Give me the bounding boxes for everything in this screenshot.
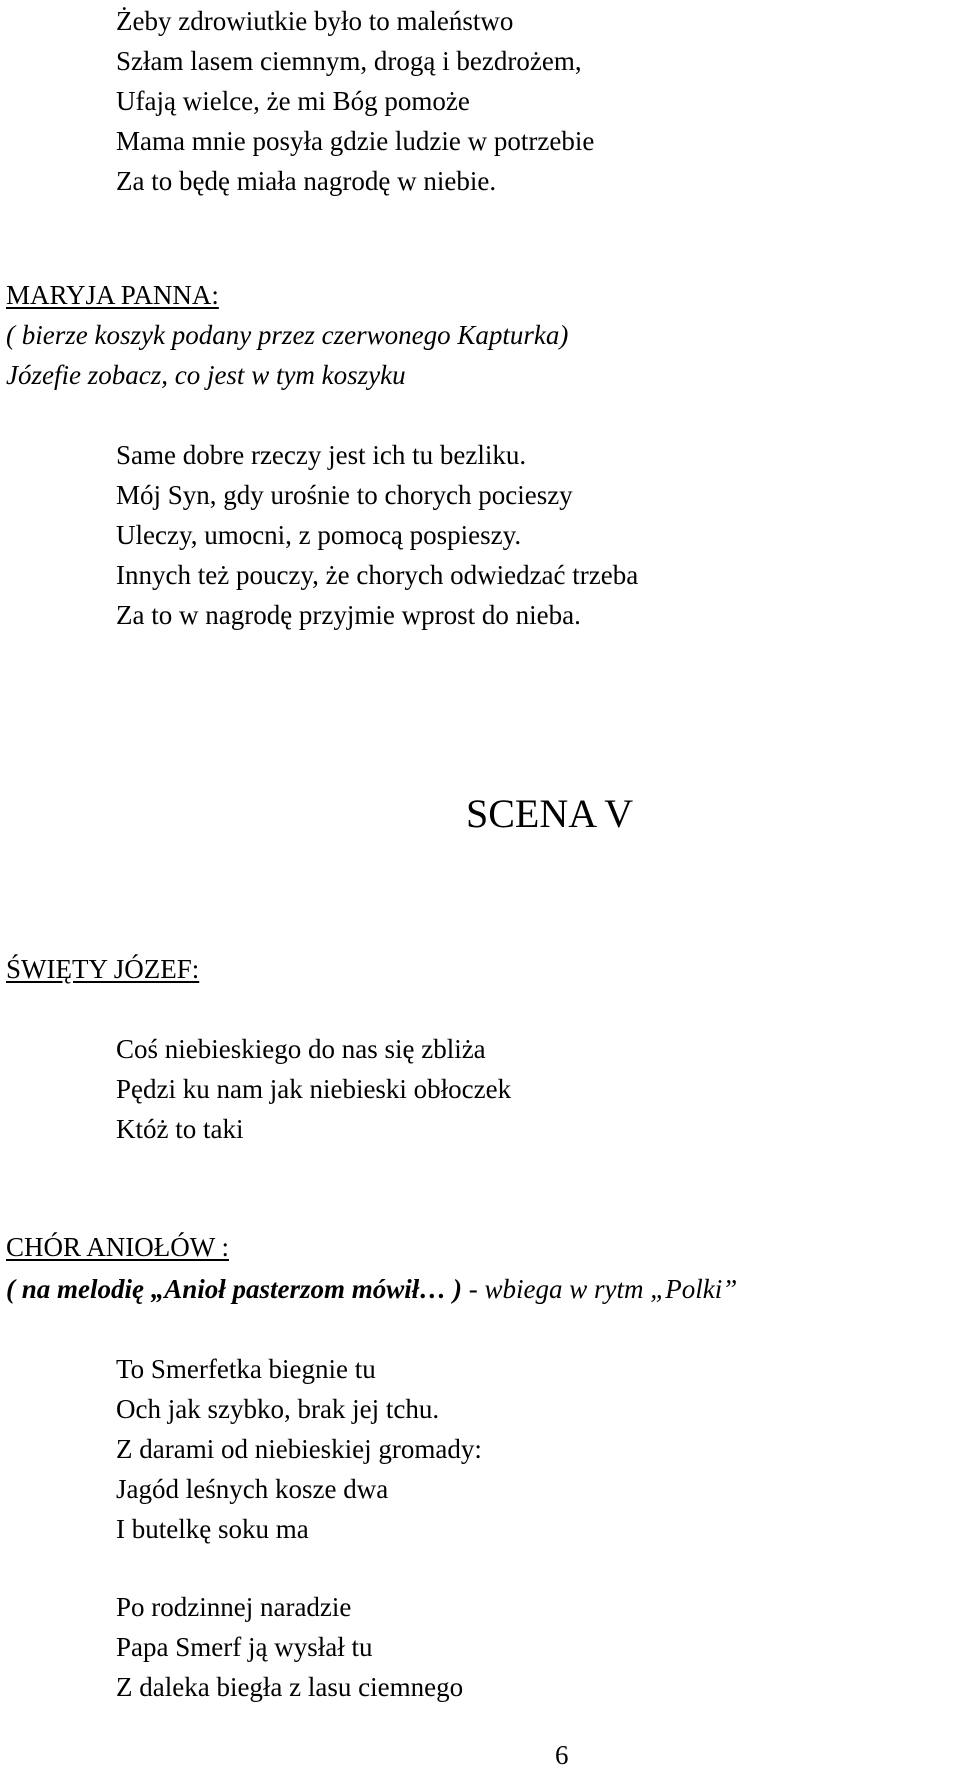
verse-line: Same dobre rzeczy jest ich tu bezliku. bbox=[116, 440, 527, 470]
speaker-heading-jozef: ŚWIĘTY JÓZEF: bbox=[6, 954, 200, 984]
verse-line: Mój Syn, gdy urośnie to chorych pocieszy bbox=[116, 480, 573, 510]
melody-direction: ( na melodię „Anioł pasterzom mówił… ) bbox=[6, 1274, 469, 1304]
verse-line: Żeby zdrowiutkie było to maleństwo bbox=[116, 6, 514, 36]
verse-line: Szłam lasem ciemnym, drogą i bezdrożem, bbox=[116, 46, 582, 76]
verse-line: Za to będę miała nagrodę w niebie. bbox=[116, 166, 497, 196]
verse-line: Ufają wielce, że mi Bóg pomoże bbox=[116, 86, 470, 116]
verse-line: Pędzi ku nam jak niebieski obłoczek bbox=[116, 1074, 512, 1104]
verse-line: Innych też pouczy, że chorych odwiedzać trzeba bbox=[116, 560, 639, 590]
verse-line: Och jak szybko, brak jej tchu. bbox=[116, 1394, 440, 1424]
verse-line: Papa Smerf ją wysłał tu bbox=[116, 1632, 373, 1662]
verse-line: Coś niebieskiego do nas się zbliża bbox=[116, 1034, 486, 1064]
verse-line: Za to w nagrodę przyjmie wprost do nieba. bbox=[116, 600, 581, 630]
page-number: 6 bbox=[555, 1740, 569, 1770]
rhythm-direction: - wbiega w rytm „Polki” bbox=[468, 1274, 738, 1304]
verse-line: Jagód leśnych kosze dwa bbox=[116, 1474, 389, 1504]
verse-line: Mama mnie posyła gdzie ludzie w potrzebie bbox=[116, 126, 595, 156]
speaker-heading-chor: CHÓR ANIOŁÓW : bbox=[6, 1232, 230, 1262]
spoken-line: Józefie zobacz, co jest w tym koszyku bbox=[6, 360, 406, 390]
stage-direction: ( bierze koszyk podany przez czerwonego Kapturka) bbox=[6, 320, 569, 350]
verse-line: Z darami od niebieskiej gromady: bbox=[116, 1434, 482, 1464]
scene-title: SCENA V bbox=[466, 791, 634, 836]
verse-line: Po rodzinnej naradzie bbox=[116, 1592, 352, 1622]
verse-line: To Smerfetka biegnie tu bbox=[116, 1354, 376, 1384]
verse-line: I butelkę soku ma bbox=[116, 1514, 309, 1544]
verse-line: Któż to taki bbox=[116, 1114, 244, 1144]
stage-direction-melody bbox=[6, 1272, 737, 1306]
speaker-heading-maryja: MARYJA PANNA: bbox=[6, 280, 219, 310]
verse-line: Z daleka biegła z lasu ciemnego bbox=[116, 1672, 464, 1702]
verse-line: Uleczy, umocni, z pomocą pospieszy. bbox=[116, 520, 522, 550]
